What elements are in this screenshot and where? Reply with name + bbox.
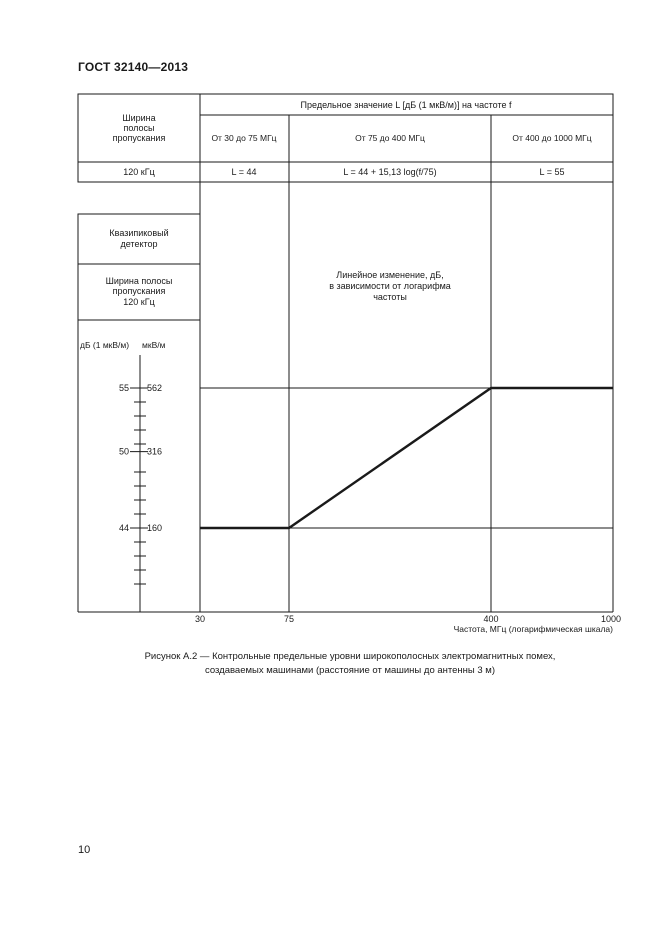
range-3: От 400 до 1000 МГц: [512, 133, 592, 143]
caption-line-1: Рисунок А.2 — Контрольные предельные уровни широкополосных электромагнитных помех,: [144, 651, 556, 662]
left-panel: [78, 214, 200, 612]
formula-2: L = 44 + 15,13 log(f/75): [343, 167, 437, 177]
y-tick-label-db-55: 55: [118, 383, 129, 393]
panel-bandwidth-3: 120 кГц: [123, 297, 155, 307]
chart-annotation-3: частоты: [373, 292, 407, 302]
range-2: От 75 до 400 МГц: [355, 133, 425, 143]
x-tick-label-1000: 1000: [600, 614, 622, 624]
page-number: 10: [78, 844, 91, 856]
bandwidth-value: 120 кГц: [123, 167, 155, 177]
y-tick-label-uv-316: 316: [147, 446, 163, 457]
chart-grid: [78, 182, 613, 612]
y-tick-label-db-50: 50: [118, 446, 129, 457]
y-tick-label-uv-160: 160: [147, 523, 163, 533]
unit-db-label: дБ (1 мкВ/м): [80, 340, 130, 350]
unit-uv-label: мкВ/м: [142, 340, 166, 350]
caption-line-2: создаваемых машинами (расстояние от машины до антенны 3 м): [204, 665, 495, 676]
panel-bandwidth-2: пропускания: [112, 286, 166, 296]
chart-annotation-1: Линейное изменение, дБ,: [336, 270, 444, 280]
chart-marks: [119, 383, 621, 624]
y-tick-label-uv-562: 562: [147, 383, 163, 393]
bandwidth-header-3: пропускания: [112, 133, 166, 143]
figure-caption: [70, 650, 630, 678]
panel-bandwidth-1: Ширина полосы: [105, 276, 173, 286]
limit-header: Предельное значение L [дБ (1 мкВ/м)] на частоте f: [300, 100, 512, 110]
formula-1: L = 44: [231, 167, 257, 177]
x-axis-label: Частота, МГц (логарифмическая шкала): [453, 624, 613, 634]
y-tick-label-db-44: 44: [118, 523, 129, 533]
range-1: От 30 до 75 МГц: [211, 133, 277, 143]
x-tick-label-400: 400: [483, 614, 499, 624]
document-header: ГОСТ 32140—2013: [78, 60, 189, 74]
x-tick-label-75: 75: [283, 614, 295, 624]
detector-label-2: детектор: [120, 239, 158, 249]
detector-label-1: Квазипиковый: [109, 228, 169, 238]
bandwidth-header-2: полосы: [123, 123, 155, 133]
formula-3: L = 55: [539, 167, 565, 177]
chart-annotation-2: в зависимости от логарифма: [329, 281, 451, 291]
bandwidth-header-1: Ширина: [122, 113, 156, 123]
series-line-l: [200, 388, 613, 528]
x-tick-label-30: 30: [194, 614, 206, 624]
